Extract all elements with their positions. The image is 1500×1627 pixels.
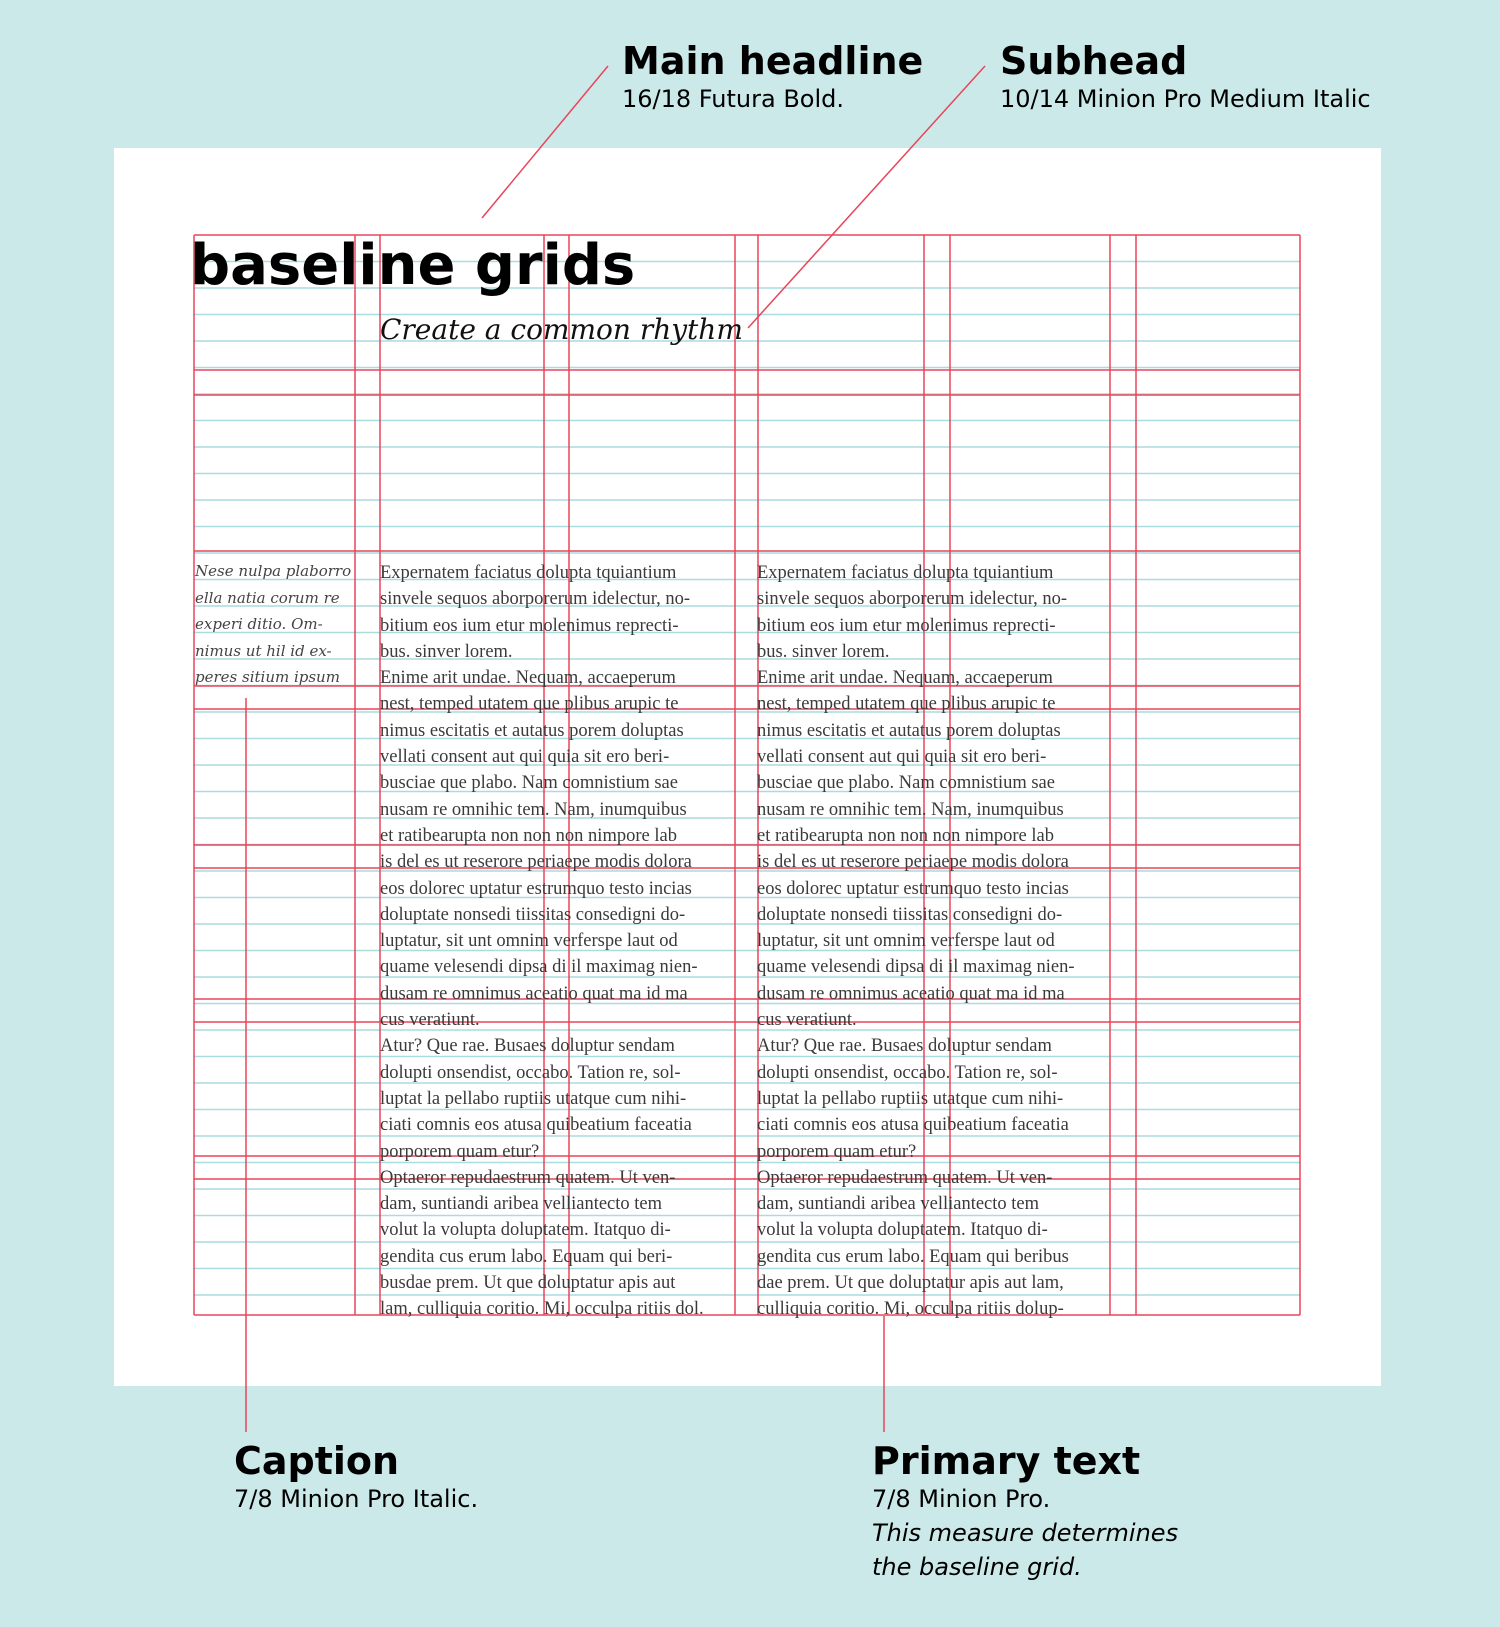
text-line: Optaeror repudaestrum quatem. Ut ven- <box>757 1167 1053 1188</box>
caption-line: peres sitium ipsum <box>195 668 340 686</box>
text-line: Atur? Que rae. Busaes doluptur sendam <box>757 1036 1052 1057</box>
text-column-2 <box>757 560 1117 1323</box>
text-line: sinvele sequos aborporerum idelectur, no- <box>757 589 1068 610</box>
baseline-lines <box>194 262 1300 1296</box>
text-line: luptatur, sit unt omnim verferspe laut od <box>757 931 1055 952</box>
text-line: culliquia coritio. Mi, occulpa ritiis dolup- <box>757 1299 1064 1320</box>
text-line: nusam re omnihic tem. Nam, inumquibus <box>380 799 687 820</box>
callout-primary-text <box>872 1440 1178 1584</box>
caption-line: Nese nulpa plaborro <box>195 562 352 580</box>
caption-line: ella natia corum re <box>195 588 340 607</box>
callout-spec: 10/14 Minion Pro Medium Italic <box>1000 85 1371 113</box>
text-line: dae prem. Ut que doluptatur apis aut lam, <box>757 1273 1064 1294</box>
text-line: Expernatem faciatus dolupta tquiantium <box>757 563 1054 583</box>
page-subhead: Create a common rhythm <box>380 313 743 346</box>
text-line: cus veratiunt. <box>757 1010 857 1031</box>
callout-title: Primary text <box>872 1439 1141 1483</box>
text-line: et ratibearupta non non non nimpore lab <box>757 825 1054 846</box>
text-line: bitium eos ium etur molenimus reprecti- <box>380 615 679 636</box>
callout-title: Main headline <box>622 39 924 83</box>
text-line: cus veratiunt. <box>380 1010 480 1031</box>
callout-main-headline <box>622 40 923 116</box>
text-line: nest, temped utatem que plibus arupic te <box>380 694 679 715</box>
callout-title: Subhead <box>1000 39 1188 83</box>
text-line: volut la volupta doluptatem. Itatquo di- <box>757 1220 1048 1241</box>
caption-line: experi ditio. Om- <box>195 615 323 633</box>
callout-note-line-1: This measure determines <box>872 1519 1179 1547</box>
text-line: gendita cus erum labo. Equam qui beri- <box>380 1246 673 1267</box>
text-column-1 <box>380 560 740 1323</box>
text-line: is del es ut reserore periaepe modis dolora <box>380 852 692 873</box>
text-line: nimus escitatis et autatus porem doluptas <box>757 720 1061 741</box>
caption-block <box>195 558 360 691</box>
text-line: busciae que plabo. Nam comnistium sae <box>757 773 1055 794</box>
text-line: dusam re omnimus aceatio quat ma id ma <box>380 983 688 1004</box>
callout-title: Caption <box>234 1439 400 1483</box>
text-line: Atur? Que rae. Busaes doluptur sendam <box>380 1036 675 1057</box>
text-line: ciati comnis eos atusa quibeatium faceatia <box>757 1115 1069 1136</box>
text-line: bus. sinver lorem. <box>380 641 513 662</box>
text-line: dolupti onsendist, occabo. Tation re, sol- <box>380 1062 681 1083</box>
text-line: dusam re omnimus aceatio quat ma id ma <box>757 983 1065 1004</box>
text-line: luptat la pellabo ruptiis utatque cum nihi- <box>380 1088 687 1109</box>
text-line: dam, suntiandi aribea velliantecto tem <box>757 1194 1040 1215</box>
callout-caption <box>234 1440 478 1516</box>
text-line: nusam re omnihic tem. Nam, inumquibus <box>757 799 1064 820</box>
module-grid <box>194 235 1300 1315</box>
text-line: bitium eos ium etur molenimus reprecti- <box>757 615 1056 636</box>
callout-spec: 7/8 Minion Pro. <box>872 1485 1051 1513</box>
text-line: doluptate nonsedi tiissitas consedigni do- <box>380 904 686 925</box>
text-line: sinvele sequos aborporerum idelectur, no- <box>380 589 691 610</box>
text-line: Optaeror repudaestrum quatem. Ut ven- <box>380 1167 676 1188</box>
text-line: lam, culliquia coritio. Mi, occulpa ritiis dol. <box>380 1299 704 1320</box>
text-line: luptatur, sit unt omnim verferspe laut od <box>380 931 678 952</box>
text-line: dolupti onsendist, occabo. Tation re, sol- <box>757 1062 1058 1083</box>
text-line: porporem quam etur? <box>380 1141 540 1162</box>
text-line: ciati comnis eos atusa quibeatium faceatia <box>380 1115 692 1136</box>
text-line: quame velesendi dipsa di il maximag nien- <box>757 957 1075 978</box>
page-headline: baseline grids <box>190 233 636 298</box>
text-line: vellati consent aut qui quia sit ero beri- <box>757 747 1047 768</box>
text-line: nest, temped utatem que plibus arupic te <box>757 694 1056 715</box>
text-line: doluptate nonsedi tiissitas consedigni do- <box>757 904 1063 925</box>
text-line: porporem quam etur? <box>757 1141 917 1162</box>
text-line: gendita cus erum labo. Equam qui beribus <box>757 1246 1069 1267</box>
text-line: et ratibearupta non non non nimpore lab <box>380 825 677 846</box>
caption-line: nimus ut hil id ex- <box>195 641 332 660</box>
text-line: vellati consent aut qui quia sit ero beri- <box>380 747 670 768</box>
callout-subhead <box>1000 40 1371 116</box>
callout-spec: 7/8 Minion Pro Italic. <box>234 1485 479 1513</box>
text-line: nimus escitatis et autatus porem doluptas <box>380 720 684 741</box>
text-line: eos dolorec uptatur estrumquo testo incias <box>380 878 692 899</box>
callout-spec: 16/18 Futura Bold. <box>622 85 844 113</box>
text-line: Expernatem faciatus dolupta tquiantium <box>380 563 677 583</box>
callout-note-line-2: the baseline grid. <box>872 1553 1082 1581</box>
text-line: quame velesendi dipsa di il maximag nien- <box>380 957 698 978</box>
text-line: Enime arit undae. Nequam, accaeperum <box>380 668 676 689</box>
text-line: bus. sinver lorem. <box>757 641 890 662</box>
text-line: volut la volupta doluptatem. Itatquo di- <box>380 1220 671 1241</box>
text-line: dam, suntiandi aribea velliantecto tem <box>380 1194 663 1215</box>
leader-main-headline <box>482 66 608 218</box>
text-line: busdae prem. Ut que doluptatur apis aut <box>380 1273 676 1294</box>
text-line: luptat la pellabo ruptiis utatque cum nihi- <box>757 1088 1064 1109</box>
text-line: busciae que plabo. Nam comnistium sae <box>380 773 678 794</box>
text-line: eos dolorec uptatur estrumquo testo incias <box>757 878 1069 899</box>
text-line: is del es ut reserore periaepe modis dolora <box>757 852 1069 873</box>
text-line: Enime arit undae. Nequam, accaeperum <box>757 668 1053 689</box>
